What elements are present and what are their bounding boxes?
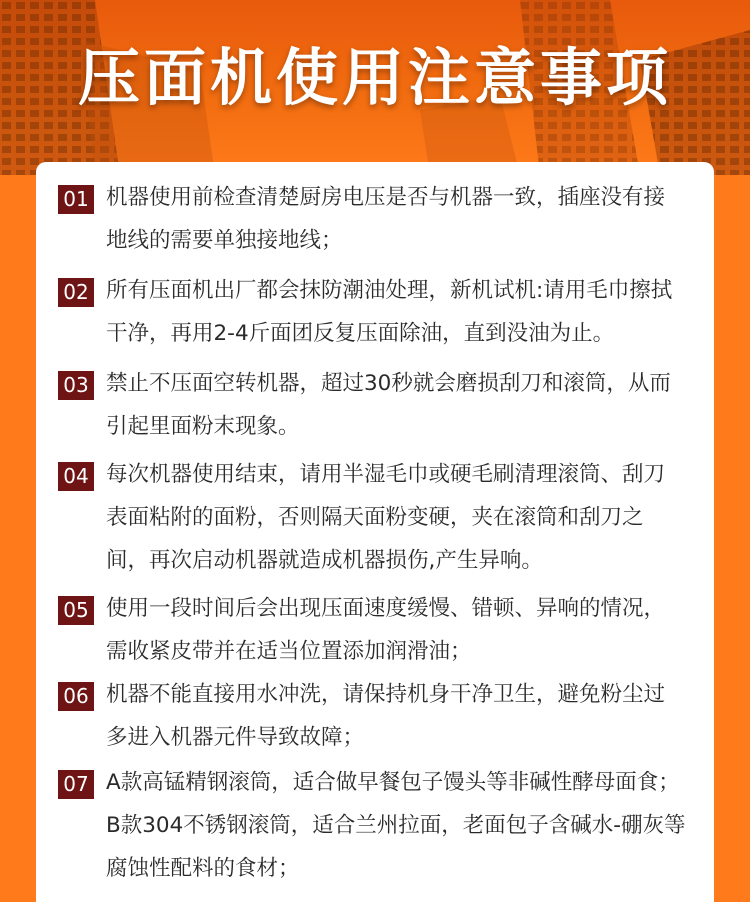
- list-item: [58, 679, 698, 759]
- item-text: 使用一段时间后会出现压面速度缓慢、错顿、异响的情况，需收紧皮带并在适当位置添加润滑油；: [106, 596, 666, 664]
- list-item: [58, 275, 698, 355]
- item-number-badge: 04: [58, 462, 94, 491]
- header-banner: [0, 0, 750, 175]
- list-item: [58, 459, 698, 582]
- page-title: 压面机使用注意事项: [77, 41, 672, 114]
- item-number-badge: 05: [58, 596, 94, 625]
- list-item: [58, 593, 698, 673]
- item-text: 所有压面机出厂都会抹防潮油处理，新机试机:请用毛巾擦拭干净，再用2-4斤面团反复压面除油，直到没油为止。: [106, 278, 673, 346]
- item-number-badge: 01: [58, 185, 94, 214]
- notice-card: [36, 162, 714, 902]
- item-number-badge: 07: [58, 770, 94, 799]
- item-text: 每次机器使用结束，请用半湿毛巾或硬毛刷清理滚筒、刮刀表面粘附的面粉，否则隔天面粉变硬，夹在滚筒和刮刀之间，再次启动机器就造成机器损伤,产生异响。: [106, 462, 666, 573]
- item-text: 机器不能直接用水冲洗，请保持机身干净卫生，避免粉尘过多进入机器元件导致故障；: [106, 682, 666, 750]
- item-number-badge: 03: [58, 371, 94, 400]
- item-text: 机器使用前检查清楚厨房电压是否与机器一致，插座没有接地线的需要单独接地线；: [106, 185, 666, 253]
- list-item: [58, 767, 698, 890]
- item-number-badge: 06: [58, 682, 94, 711]
- item-text: A款高锰精钢滚筒，适合做早餐包子馒头等非碱性酵母面食；B款304不锈钢滚筒，适合兰州拉面，老面包子含碱水-硼灰等腐蚀性配料的食材；: [106, 770, 686, 881]
- list-item: [58, 368, 698, 448]
- item-number-badge: 02: [58, 278, 94, 307]
- list-item: [58, 182, 698, 262]
- item-text: 禁止不压面空转机器，超过30秒就会磨损刮刀和滚筒，从而引起里面粉末现象。: [106, 371, 671, 439]
